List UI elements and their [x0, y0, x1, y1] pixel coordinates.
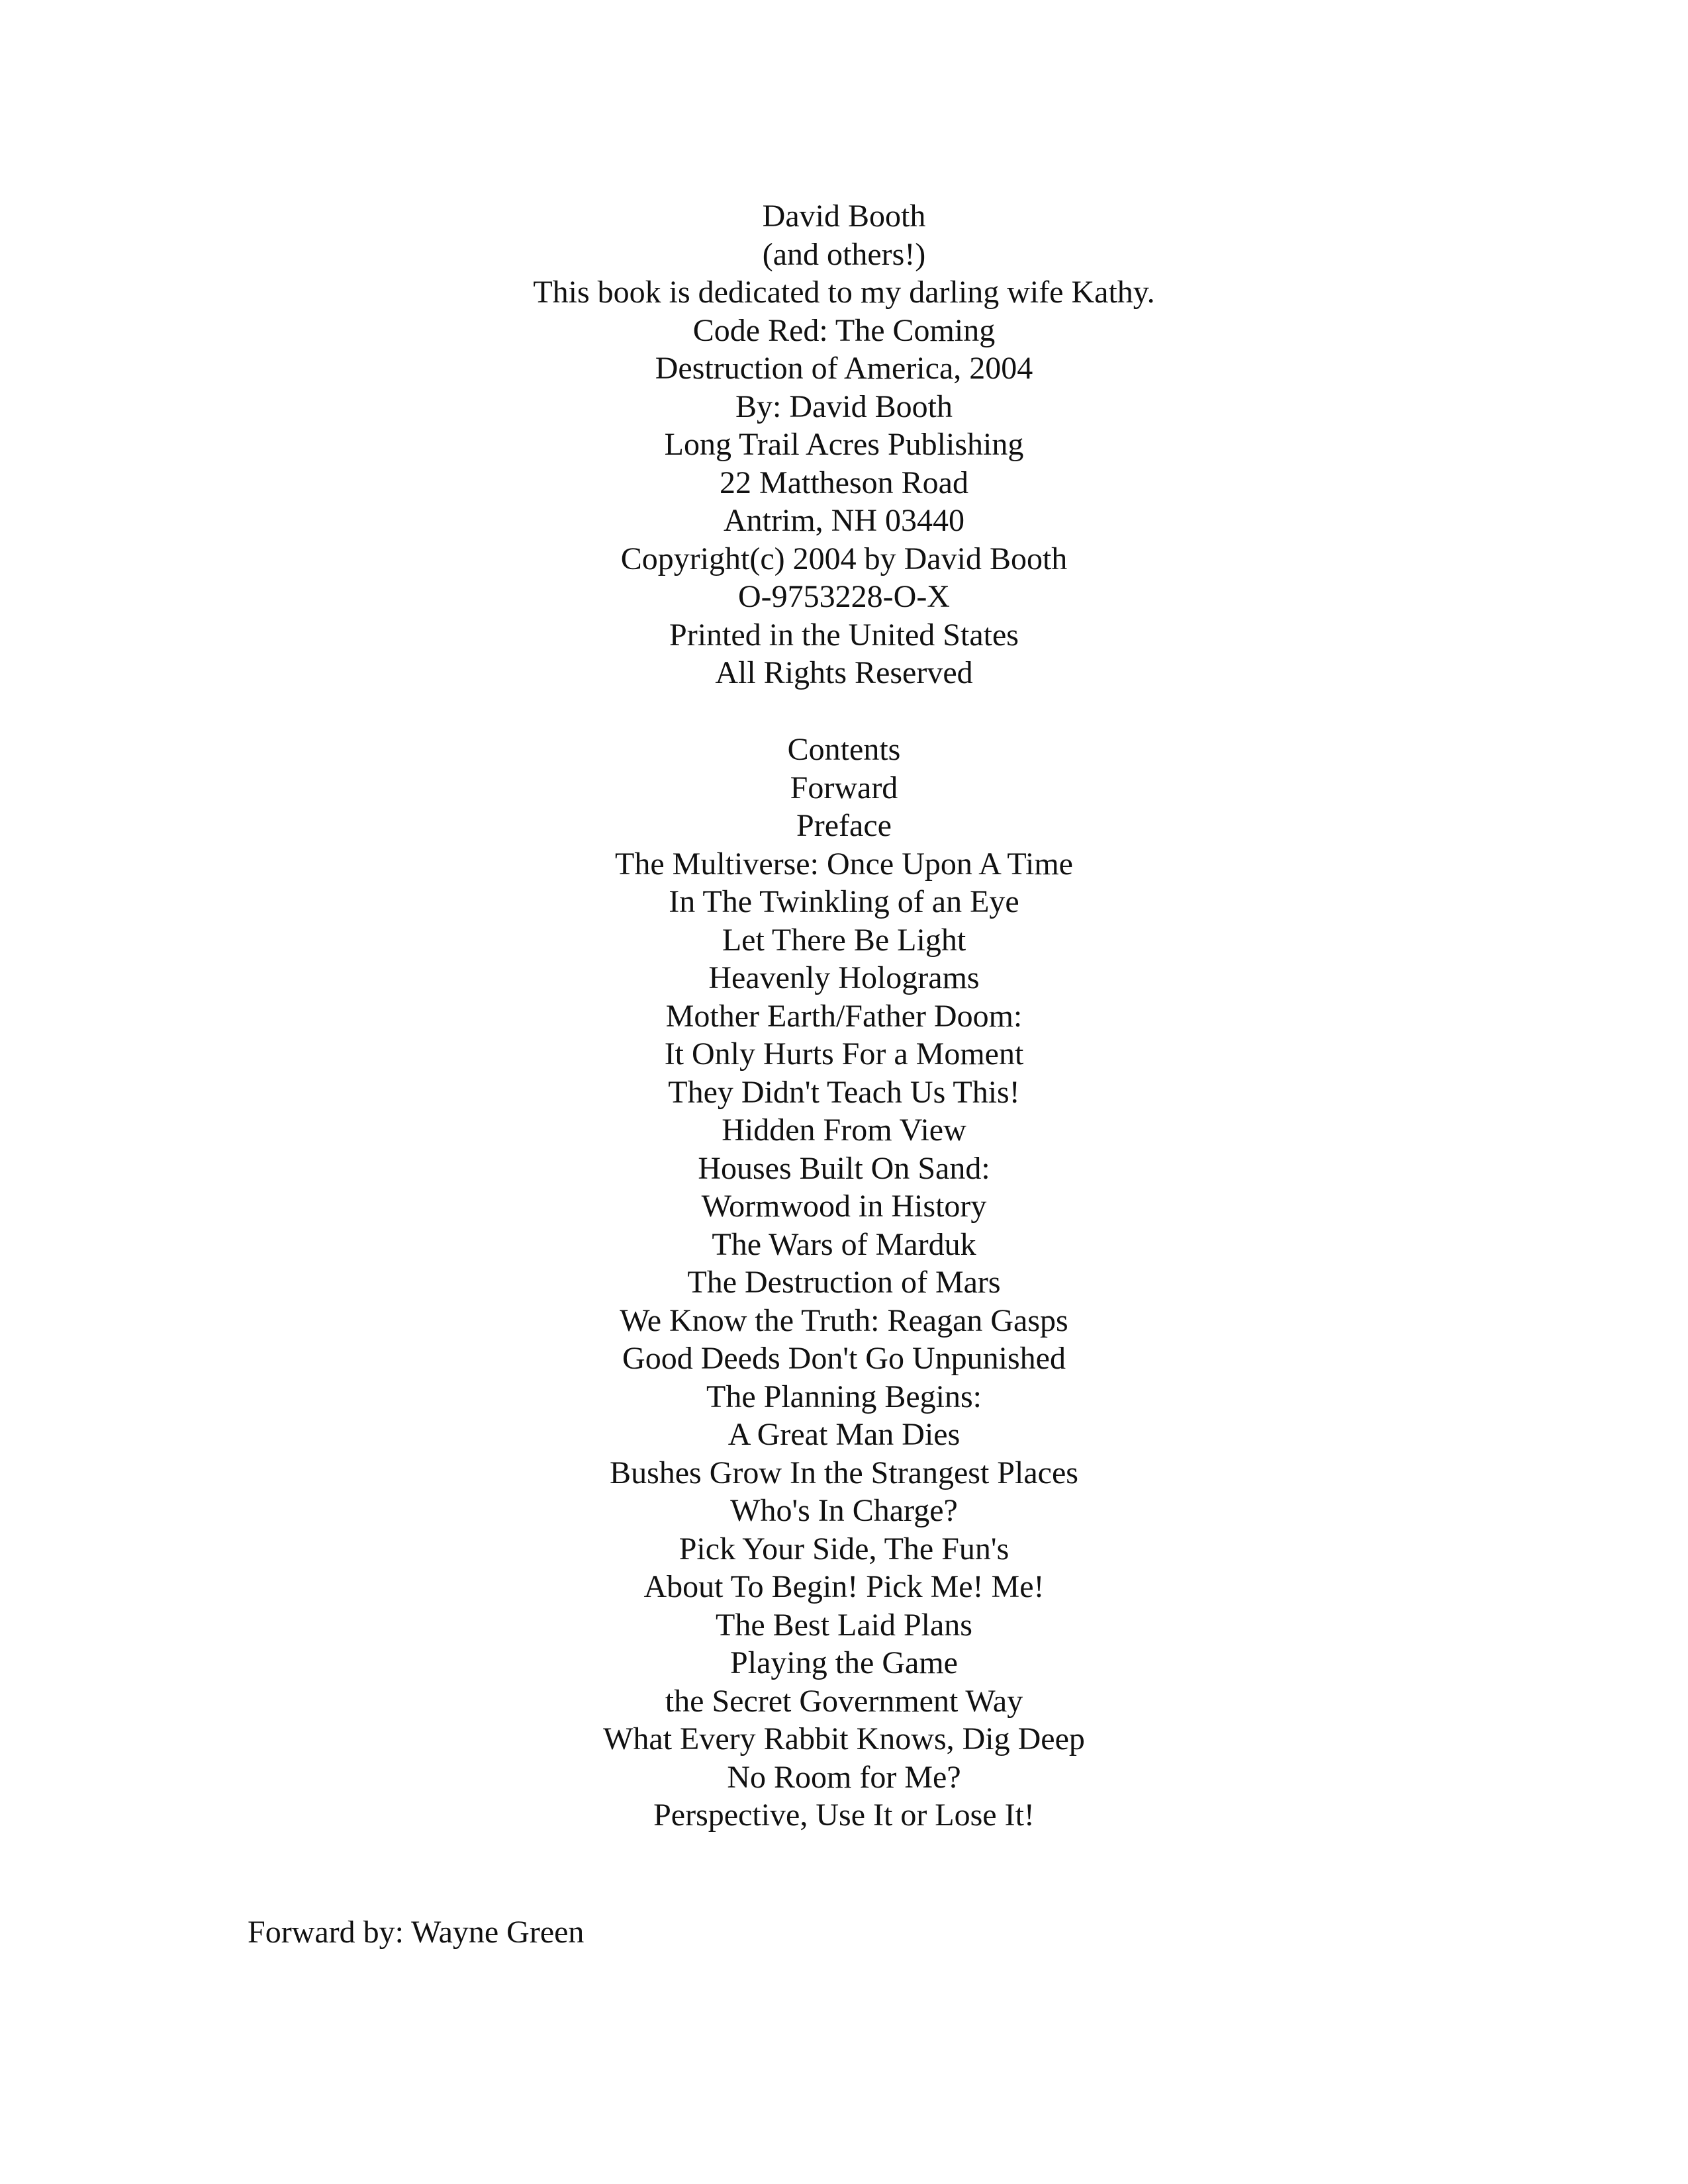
toc-entry: No Room for Me? [727, 1759, 961, 1795]
isbn: O-9753228-O-X [738, 579, 950, 614]
toc-entry: Heavenly Holograms [708, 960, 980, 995]
toc-entry: Wormwood in History [701, 1189, 987, 1224]
toc-entry: Playing the Game [730, 1645, 958, 1680]
toc-entry: Hidden From View [722, 1113, 966, 1148]
toc-entry: They Didn't Teach Us This! [668, 1074, 1020, 1110]
rights-reserved: All Rights Reserved [715, 655, 973, 690]
toc-entry: Houses Built On Sand: [698, 1150, 990, 1186]
toc-entry: Let There Be Light [722, 922, 966, 958]
toc-entry: The Wars of Marduk [712, 1226, 976, 1262]
title-page-block [0, 197, 1688, 692]
toc-entry: The Multiverse: Once Upon A Time [615, 846, 1073, 882]
toc-entry: About To Begin! Pick Me! Me! [643, 1569, 1045, 1604]
book-title-line-2: Destruction of America, 2004 [655, 351, 1033, 386]
publisher-city: Antrim, NH 03440 [724, 503, 964, 538]
byline: By: David Booth [735, 388, 953, 424]
toc-entry: Pick Your Side, The Fun's [679, 1531, 1009, 1567]
toc-entry: Good Deeds Don't Go Unpunished [622, 1341, 1066, 1376]
toc-entries [0, 769, 1688, 1835]
toc-entry: Mother Earth/Father Doom: [665, 998, 1023, 1034]
toc-entry: Who's In Charge? [730, 1493, 958, 1528]
forward-by-line: Forward by: Wayne Green [248, 1915, 585, 1950]
contents-heading: Contents [787, 732, 901, 767]
table-of-contents [0, 731, 1688, 1835]
toc-entry: the Secret Government Way [665, 1683, 1023, 1719]
dedication: This book is dedicated to my darling wife Kathy. [533, 275, 1155, 310]
toc-entry: Perspective, Use It or Lose It! [653, 1797, 1035, 1833]
toc-entry: We Know the Truth: Reagan Gasps [620, 1302, 1068, 1338]
author-note: (and others!) [762, 236, 926, 272]
toc-entry: In The Twinkling of an Eye [669, 884, 1019, 919]
toc-entry: The Destruction of Mars [687, 1265, 1001, 1300]
publisher-name: Long Trail Acres Publishing [664, 427, 1024, 462]
author-name: David Booth [762, 199, 926, 234]
toc-entry: Preface [796, 808, 892, 843]
toc-entry: Forward [790, 770, 898, 805]
publisher-street: 22 Mattheson Road [720, 465, 968, 500]
copyright-line: Copyright(c) 2004 by David Booth [620, 541, 1068, 576]
toc-entry: What Every Rabbit Knows, Dig Deep [603, 1721, 1085, 1756]
printed-in: Printed in the United States [669, 617, 1019, 653]
toc-entry: It Only Hurts For a Moment [664, 1036, 1024, 1071]
book-title-line-1: Code Red: The Coming [692, 312, 996, 348]
toc-entry: Bushes Grow In the Strangest Places [610, 1455, 1078, 1490]
toc-entry: A Great Man Dies [727, 1417, 961, 1452]
toc-entry: The Best Laid Plans [716, 1607, 972, 1643]
toc-entry: The Planning Begins: [706, 1379, 982, 1414]
